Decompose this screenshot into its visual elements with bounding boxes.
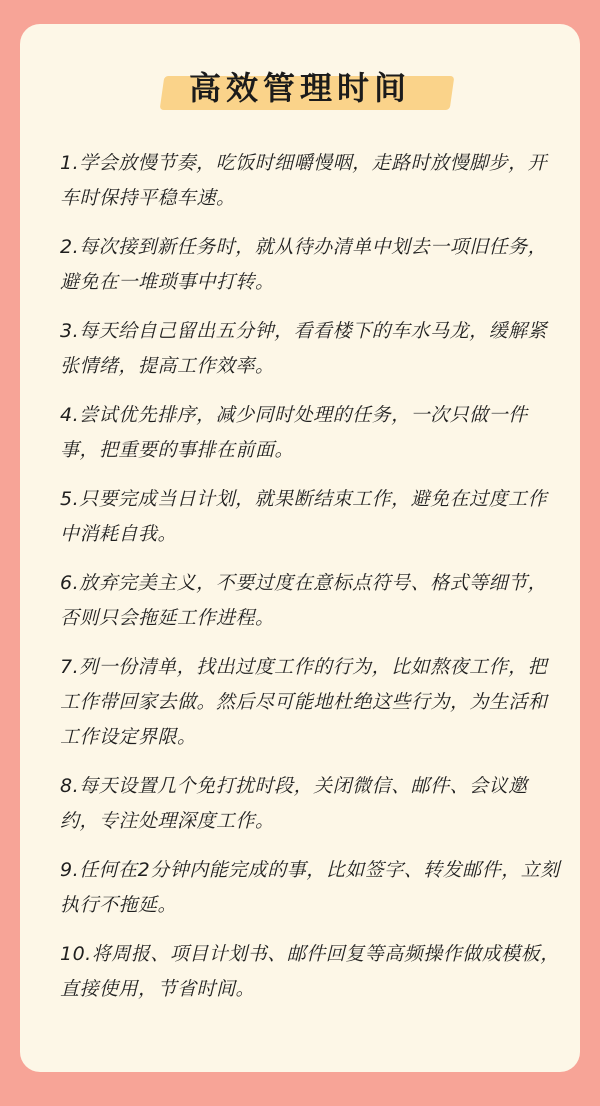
list-item: 9.任何在2分钟内能完成的事，比如签字、转发邮件，立刻执行不拖延。 (60, 859, 560, 916)
list-item: 1.学会放慢节奏，吃饭时细嚼慢咽，走路时放慢脚步，开车时保持平稳车速。 (60, 152, 548, 209)
list-item: 2.每次接到新任务时，就从待办清单中划去一项旧任务，避免在一堆琐事中打转。 (60, 236, 548, 293)
list-item: 6.放弃完美主义，不要过度在意标点符号、格式等细节，否则只会拖延工作进程。 (60, 572, 548, 629)
page-title: 高效管理时间 (188, 69, 411, 107)
list-item: 3.每天给自己留出五分钟，看看楼下的车水马龙，缓解紧张情绪，提高工作效率。 (60, 320, 548, 377)
title-area (20, 58, 580, 120)
content-card (20, 24, 580, 1072)
list-item: 4.尝试优先排序，减少同时处理的任务，一次只做一件事，把重要的事排在前面。 (60, 404, 528, 461)
list-item: 5.只要完成当日计划，就果断结束工作，避免在过度工作中消耗自我。 (60, 488, 548, 545)
list-item: 7.列一份清单，找出过度工作的行为，比如熬夜工作，把工作带回家去做。然后尽可能地杜绝这些行为，为生活和工作设定界限。 (60, 656, 548, 748)
list-item: 8.每天设置几个免打扰时段，关闭微信、邮件、会议邀约，专注处理深度工作。 (60, 775, 528, 832)
list-item: 10.将周报、项目计划书、邮件回复等高频操作做成模板，直接使用，节省时间。 (60, 943, 560, 1000)
tips-list (60, 146, 560, 1021)
